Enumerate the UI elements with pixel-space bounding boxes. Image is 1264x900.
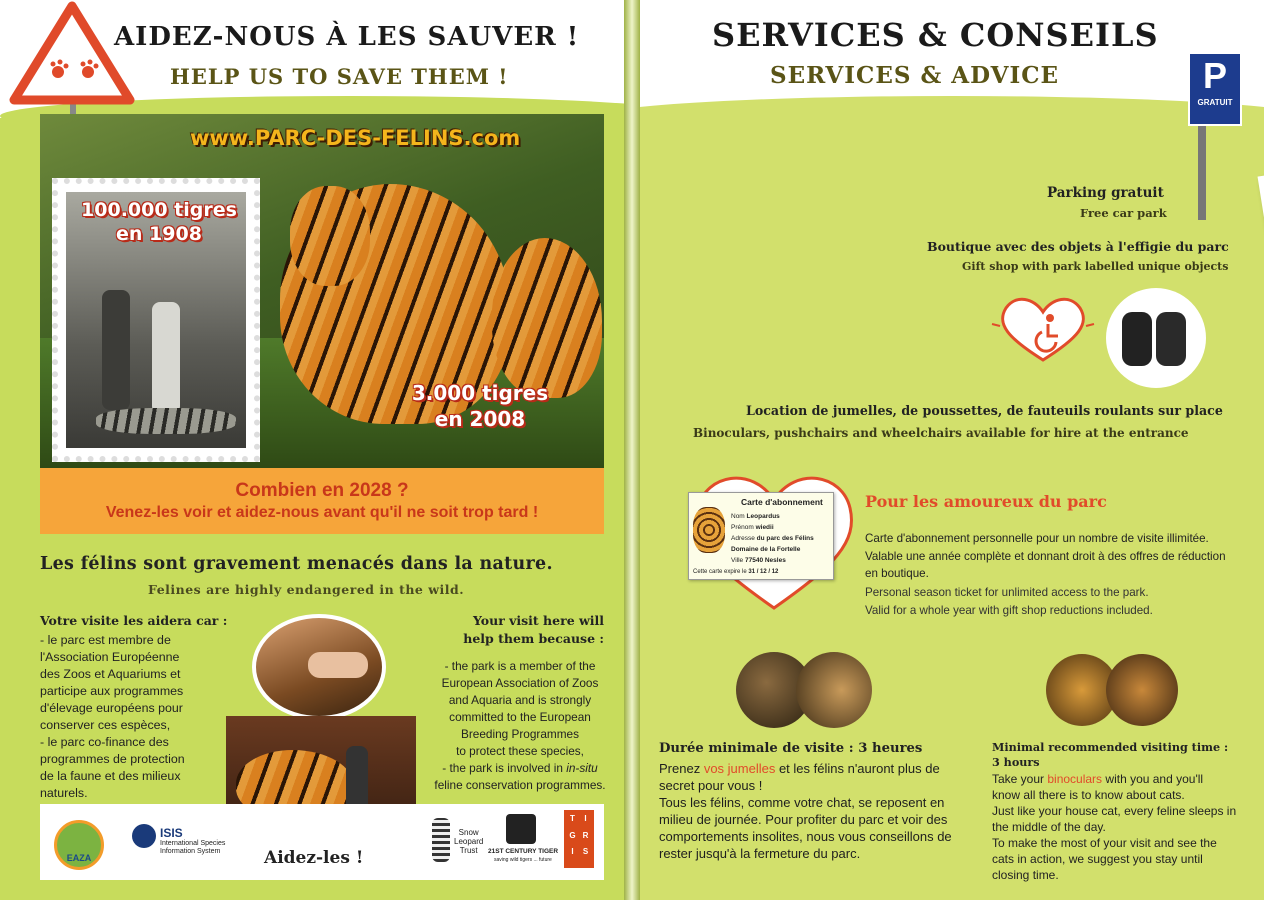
tigris-letter: I [584, 814, 587, 823]
tigris-logo [564, 810, 594, 868]
hire-fr: Location de jumelles, de poussettes, de fauteuils roulants sur place [746, 403, 1223, 418]
duration-fr-line: rester jusqu'à la fermeture du parc. [659, 846, 861, 861]
tigris-letter: I [571, 847, 574, 857]
endangered-heading-en: Felines are highly endangered in the wild. [148, 582, 465, 597]
tigris-letter: G [569, 830, 576, 840]
card-expiry [693, 569, 778, 575]
duration-fr-title: Durée minimale de visite : 3 heures [659, 741, 923, 756]
tiger-face-icon [506, 814, 536, 844]
visit-en-line: committed to the European [449, 710, 591, 724]
duration-fr-suffix: et les félins n'auront plus de [775, 761, 940, 776]
card-row [731, 555, 831, 566]
isis-logo: ISIS [160, 826, 183, 840]
lovers-fr-line: en boutique. [865, 567, 929, 581]
visit-en-line: - the park is a member of the [444, 659, 596, 673]
tigers-2008 [400, 380, 560, 432]
duration-fr-line: secret pour vous ! [659, 778, 763, 793]
hire-en: Binoculars, pushchairs and wheelchairs available for hire at the entrance [693, 426, 1189, 440]
card-label: Adresse [731, 535, 755, 542]
card-value: Leopardus [746, 513, 780, 520]
binocular-left-icon [1122, 312, 1152, 366]
eaza-logo: EAZA [54, 820, 104, 870]
wildcat-photo-right [796, 652, 872, 728]
tigers-1908-count: 100.000 tigres [81, 199, 237, 221]
visit-fr-line: - le parc co-finance des [40, 735, 169, 749]
right-title-fr: SERVICES & CONSEILS [712, 16, 1159, 54]
visit-fr-line: naturels. [40, 786, 88, 800]
parking-free-label: GRATUIT [1197, 98, 1233, 107]
visit-en-title [420, 612, 604, 648]
duration-en-line: Just like your house cat, every feline sleeps in [992, 804, 1237, 818]
visit-fr-line: conserver ces espèces, [40, 718, 171, 732]
brochure-spine [624, 0, 640, 900]
visit-fr-line: d'élevage européens pour [40, 701, 183, 715]
tigers-2008-count: 3.000 tigres [411, 381, 549, 405]
website-url[interactable]: www.PARC-DES-FELINS.com [190, 126, 521, 150]
visit-fr-line: programmes de protection [40, 752, 185, 766]
duration-fr-line: comportements insolites, nous vous conseillons de [659, 829, 952, 844]
tigris-letter: R [582, 830, 589, 840]
woman-figure [152, 302, 180, 414]
card-label: Nom [731, 513, 745, 520]
tigris-letter: T [570, 814, 575, 823]
duration-fr-text [659, 760, 979, 862]
lovers-en [865, 584, 1153, 619]
card-value: 77540 Nesles [744, 557, 786, 564]
ocelot-icon [693, 507, 725, 553]
slt-line: Snow [458, 828, 479, 837]
visit-en-title-line: Your visit here will [472, 613, 604, 628]
duration-en-line: closing time. [992, 868, 1059, 882]
accessibility-heart-icon [988, 288, 1098, 368]
visit-fr-text [40, 632, 250, 802]
visit-en-line: feline conservation programmes. [434, 778, 606, 792]
duration-fr-prefix: Prenez [659, 761, 704, 776]
isis-subtitle [160, 840, 225, 856]
right-title-en: SERVICES & ADVICE [770, 62, 1060, 89]
jaguar-photo-right [1106, 654, 1178, 726]
binoculars-highlight-en: binoculars [1047, 772, 1103, 786]
sign-post [1198, 110, 1206, 220]
tigers-2008-year: en 2008 [434, 407, 526, 431]
duration-en-line: cats in action, we suggest you stay until [992, 852, 1203, 866]
card-value: du parc des Félins [756, 535, 814, 542]
visit-fr-line: l'Association Européenne [40, 650, 180, 664]
tigers-1908 [74, 198, 244, 246]
left-title-fr: AIDEZ-NOUS À LES SAUVER ! [114, 22, 580, 52]
accessibility-note-card [1258, 130, 1264, 407]
tigers-1908-year: en 1908 [116, 223, 202, 245]
lovers-fr-line: Valable une année complète et donnant droit à des offres de réduction [865, 549, 1226, 563]
duration-en-title-line: 3 hours [992, 755, 1040, 769]
duration-en-suffix: with you and you'll [1102, 772, 1204, 786]
small-tiger [492, 238, 602, 398]
isis-sub-line: Information System [160, 848, 221, 855]
feeding-photo [252, 614, 386, 720]
shop-en: Gift shop with park labelled unique objects [962, 260, 1229, 273]
right-swoosh [632, 96, 1264, 140]
isis-globe-icon [132, 824, 156, 848]
visit-en-line [420, 760, 620, 777]
visit-en-prefix: - the park is involved in [442, 761, 567, 775]
visit-en-line: to protect these species, [456, 744, 584, 758]
visit-en-line: and Aquaria and is strongly [448, 693, 592, 707]
duration-en-line: To make the most of your visit and see the [992, 836, 1217, 850]
visit-en-title-line: help them because : [463, 631, 604, 646]
duration-fr-line: Tous les félins, comme votre chat, se reposent en [659, 795, 945, 810]
card-label: Cette carte expire le [693, 569, 747, 575]
slt-line: Leopard [454, 837, 484, 846]
card-value: 31 / 12 / 12 [748, 569, 779, 575]
help-them-caption: Aidez-les ! [264, 848, 364, 868]
lovers-fr-line: Carte d'abonnement personnelle pour un nombre de visite illimitée. [865, 532, 1209, 545]
duration-en-line: the middle of the day. [992, 820, 1106, 834]
snow-leopard-trust-logo [454, 828, 483, 855]
21st-century-tiger-logo: 21ST CENTURY TIGER [488, 848, 559, 855]
visit-fr-line: - le parc est membre de [40, 633, 171, 647]
shop-fr: Boutique avec des objets à l'effigie du parc [927, 239, 1229, 254]
duration-fr-line [659, 760, 979, 777]
lovers-en-line: Personal season ticket for unlimited access to the park. [865, 586, 1149, 599]
duration-en-title-line: Minimal recommended visiting time : [992, 740, 1229, 754]
visit-en-italic: in-situ [566, 761, 598, 775]
tigris-letter: S [582, 847, 589, 857]
endangered-heading-fr: Les félins sont gravement menacés dans la nature. [40, 554, 553, 574]
left-title-en: HELP US TO SAVE THEM ! [170, 64, 509, 89]
visit-en-text [420, 658, 620, 794]
lovers-title: Pour les amoureux du parc [865, 492, 1107, 511]
duration-en-title [992, 740, 1228, 770]
visit-en-line: Breeding Programmes [460, 727, 580, 741]
21st-century-tiger-tagline: saving wild tigers ... future [494, 857, 552, 863]
visit-fr-line: participe aux programmes [40, 684, 184, 698]
dead-tiger [96, 408, 236, 434]
parking-letter: P [1202, 55, 1227, 96]
season-ticket-card [688, 492, 834, 580]
banner-question: Combien en 2028 ? [235, 480, 409, 501]
card-value: Domaine de la Fortelle [731, 546, 801, 553]
card-label: Prénom [731, 524, 754, 531]
lovers-fr [865, 530, 1226, 583]
binoculars-photo [1106, 288, 1206, 388]
visit-fr-title: Votre visite les aidera car : [40, 613, 228, 628]
hunter-figure [102, 290, 130, 410]
right-page [632, 0, 1264, 900]
duration-en-line: know all there is to know about cats. [992, 788, 1185, 802]
card-value: wiedii [755, 524, 774, 531]
duration-fr-line: milieu de journée. Pour profiter du parc et voir des [659, 812, 948, 827]
card-row [731, 511, 831, 522]
parking-en: Free car park [1080, 206, 1167, 220]
visit-fr-line: de la faune et des milieux [40, 769, 181, 783]
paw-warning-sign-icon [8, 0, 136, 118]
card-label: Ville [731, 557, 744, 564]
card-row [731, 533, 831, 544]
card-row [731, 544, 831, 555]
duration-en-line [992, 771, 1260, 787]
how-many-banner [40, 468, 604, 534]
snow-leopard-icon [432, 818, 450, 862]
tiger-head [290, 186, 370, 286]
binocular-right-icon [1156, 312, 1186, 366]
isis-sub-line: International Species [160, 840, 226, 847]
banner-call-to-action: Venez-les voir et aidez-nous avant qu'il ne soit trop tard ! [105, 504, 539, 521]
hand [308, 652, 368, 678]
card-row [731, 522, 831, 533]
parking-fr: Parking gratuit [1047, 185, 1164, 201]
lovers-en-line: Valid for a whole year with gift shop reductions included. [865, 603, 1153, 617]
visit-en-line: European Association of Zoos [441, 676, 599, 690]
slt-line: Trust [459, 846, 478, 855]
duration-en-text [992, 771, 1260, 883]
card-fields [731, 511, 831, 566]
visit-fr-line: des Zoos et Aquariums et [40, 667, 181, 681]
binoculars-highlight-fr: vos jumelles [703, 761, 776, 776]
duration-en-prefix: Take your [992, 772, 1048, 786]
parking-sign-icon [1188, 52, 1242, 126]
partner-logos [40, 804, 604, 880]
card-title: Carte d'abonnement [741, 497, 823, 507]
